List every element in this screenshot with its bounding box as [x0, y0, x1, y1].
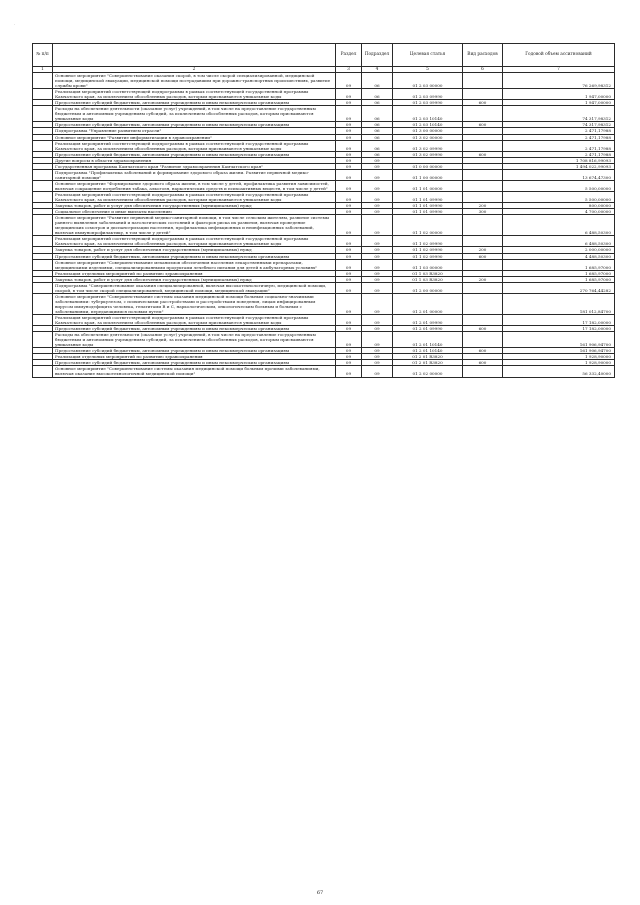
table-row — [33, 73, 615, 89]
row-name: Предоставление субсидий бюджетным, автономным учреждениям и иным некоммерческим организациям — [53, 253, 336, 259]
row-expense-type — [463, 140, 503, 151]
row-name: Реализация отдельных мероприятий по развитию здравоохранения — [53, 354, 336, 360]
row-name: Реализация мероприятий соответствующей подпрограммы в рамках соответствующей государственной программы Камчатского края, за исключением обособленных расходов, которым присваиваются уникальные коды — [53, 315, 336, 326]
row-target-item: 01 2 03 09990 — [393, 89, 463, 100]
row-target-item: 01 3 02 09990 — [393, 151, 463, 157]
row-section: 09 — [336, 270, 362, 276]
row-target-item: 01 1 02 00000 — [393, 215, 463, 236]
table-header — [33, 44, 615, 73]
row-section: 09 — [336, 348, 362, 354]
row-amount: 1 947,00000 — [503, 100, 615, 106]
row-subsection: 09 — [362, 332, 393, 348]
row-amount: 4 700,00000 — [503, 209, 615, 215]
row-target-item: 01 3 00 00000 — [393, 128, 463, 134]
row-target-item: 01 2 03 10140 — [393, 122, 463, 128]
row-number — [33, 191, 53, 202]
row-amount: 2 471,17988 — [503, 151, 615, 157]
row-section: 09 — [336, 332, 362, 348]
budget-table-wrapper — [32, 43, 614, 378]
header-number: № п/п — [33, 44, 53, 67]
row-subsection: 06 — [362, 106, 393, 122]
row-name: Основное мероприятие "Развитие информатизации в здравоохранении" — [53, 134, 336, 140]
row-name: Основное мероприятие "Совершенствование системы оказания медицинской помощи больным социально-значимыми заболеваниями: туберкулезом, с психическими расстройствами и расстройствами поведения, лицам инфицированным вирусом иммунодефицита человека, гепатитами В и С, наркологическим, онкологическим больным и больным с заболеваниями, передающимися половым путем" — [53, 293, 336, 314]
row-target-item: 01 2 01 09990 — [393, 315, 463, 326]
row-section: 09 — [336, 354, 362, 360]
column-number: 1 — [33, 67, 53, 73]
row-section: 09 — [336, 209, 362, 215]
table-row — [33, 180, 615, 191]
row-subsection: 06 — [362, 122, 393, 128]
row-amount: 1 947,00000 — [503, 89, 615, 100]
row-expense-type — [463, 332, 503, 348]
row-number — [33, 282, 53, 293]
row-expense-type — [463, 169, 503, 180]
row-amount: 2 000,00000 — [503, 247, 615, 253]
row-subsection: 06 — [362, 151, 393, 157]
table-row — [33, 282, 615, 293]
row-target-item: 01 1 03 00000 — [393, 259, 463, 270]
row-name: Подпрограмма "Профилактика заболеваний и формирование здорового образа жизни. Развитие первичной медико-санитарной помощи" — [53, 169, 336, 180]
row-target-item: 01 3 02 00000 — [393, 134, 463, 140]
row-section: 09 — [336, 134, 362, 140]
row-amount: 1 685,97000 — [503, 259, 615, 270]
row-amount: 1 928,90000 — [503, 354, 615, 360]
row-amount: 4 488,50300 — [503, 253, 615, 259]
row-name: Основное мероприятие "Развитие первичной медико-санитарной помощи, в том числе сельским жителям, развитие системы раннего выявления заболеваний и патологических состояний и факторов риска их развития, включая проведение медицинских осмотров и диспансеризации населения, профилактика инфекционных и неинфекционных заболеваний, включая иммунопрофилактику, в том числе у детей" — [53, 215, 336, 236]
row-subsection: 06 — [362, 128, 393, 134]
row-expense-type — [463, 89, 503, 100]
row-name: Закупка товаров, работ и услуг для обеспечения государственных (муниципальных) нужд — [53, 276, 336, 282]
header-section: Раздел — [336, 44, 362, 67]
row-subsection: 09 — [362, 236, 393, 247]
row-subsection: 09 — [362, 366, 393, 377]
row-section: 09 — [336, 259, 362, 270]
row-target-item: 01 1 01 09990 — [393, 203, 463, 209]
row-subsection: 09 — [362, 326, 393, 332]
row-number — [33, 366, 53, 377]
row-section: 09 — [336, 203, 362, 209]
row-target-item: 01 1 01 09990 — [393, 191, 463, 202]
row-expense-type: 600 — [463, 100, 503, 106]
row-target-item: 01 1 00 00000 — [393, 169, 463, 180]
row-name: Реализация мероприятий соответствующей подпрограммы в рамках соответствующей государственной программы Камчатского края, за исключением обособленных расходов, которым присваиваются уникальные коды — [53, 89, 336, 100]
row-section: 09 — [336, 360, 362, 366]
row-name: Основное мероприятие "Совершенствование механизмов обеспечения населения лекарственными препаратами, медицинскими изделиями, специализированными продуктами лечебного питания для детей в амбулаторных условиях" — [53, 259, 336, 270]
header-annual-amount: Годовой объем ассигнований — [503, 44, 615, 67]
row-amount: 1 928,90000 — [503, 360, 615, 366]
row-expense-type — [463, 366, 503, 377]
row-amount: 2 471,17988 — [503, 140, 615, 151]
row-expense-type: 200 — [463, 276, 503, 282]
row-target-item: 01 1 03 R3820 — [393, 270, 463, 276]
row-name: Предоставление субсидий бюджетным, автономным учреждениям и иным некоммерческим организациям — [53, 348, 336, 354]
page-number: 67 — [316, 890, 324, 896]
row-expense-type: 600 — [463, 326, 503, 332]
row-expense-type: 600 — [463, 348, 503, 354]
row-target-item: 01 1 01 09990 — [393, 209, 463, 215]
row-number — [33, 106, 53, 122]
column-number: 6 — [463, 67, 503, 73]
column-number: 5 — [393, 67, 463, 73]
row-name: Реализация мероприятий соответствующей подпрограммы в рамках соответствующей государственной программы Камчатского края, за исключением обособленных расходов, которым присваиваются уникальные коды — [53, 236, 336, 247]
row-expense-type — [463, 73, 503, 89]
row-subsection: 09 — [362, 209, 393, 215]
row-subsection: 06 — [362, 73, 393, 89]
row-name: Государственная программа Камчатского края "Развитие здравоохранения Камчатского края" — [53, 163, 336, 169]
header-expense-type: Вид расходов — [463, 44, 503, 67]
header-target-item: Целевая статья — [393, 44, 463, 67]
row-expense-type: 600 — [463, 151, 503, 157]
row-section: 09 — [336, 140, 362, 151]
row-section: 09 — [336, 89, 362, 100]
row-name: Реализация мероприятий соответствующей подпрограммы в рамках соответствующей государственной программы Камчатского края, за исключением обособленных расходов, которым присваиваются уникальные коды — [53, 191, 336, 202]
row-expense-type — [463, 282, 503, 293]
row-number — [33, 180, 53, 191]
row-expense-type — [463, 293, 503, 314]
budget-table — [32, 43, 615, 378]
row-amount: 1 685,97000 — [503, 276, 615, 282]
row-subsection: 09 — [362, 163, 393, 169]
row-name: Другие вопросы в области здравоохранения — [53, 157, 336, 163]
row-number — [33, 259, 53, 270]
row-subsection: 09 — [362, 247, 393, 253]
row-subsection: 06 — [362, 140, 393, 151]
row-section: 09 — [336, 191, 362, 202]
row-name: Реализация мероприятий соответствующей подпрограммы в рамках соответствующей государственной программы Камчатского края, за исключением обособленных расходов, которым присваиваются уникальные коды — [53, 140, 336, 151]
row-subsection: 09 — [362, 157, 393, 163]
row-expense-type: 300 — [463, 209, 503, 215]
row-expense-type — [463, 180, 503, 191]
row-amount: 270 764,44282 — [503, 282, 615, 293]
row-name: Подпрограмма "Совершенствование оказания специализированной, включая высокотехнологичную, медицинской помощи, скорой, в том числе скорой специализированной, медицинской помощи, медицинской эвакуации" — [53, 282, 336, 293]
row-section: 09 — [336, 163, 362, 169]
row-expense-type — [463, 315, 503, 326]
row-expense-type — [463, 215, 503, 236]
row-section: 09 — [336, 247, 362, 253]
row-target-item: 01 0 00 00000 — [393, 163, 463, 169]
row-amount: 5 500,00000 — [503, 191, 615, 202]
table-row — [33, 89, 615, 100]
row-section: 09 — [336, 253, 362, 259]
row-subsection: 09 — [362, 191, 393, 202]
row-name: Подпрограмма "Управление развитием отрасли" — [53, 128, 336, 134]
row-section: 09 — [336, 100, 362, 106]
row-section: 09 — [336, 157, 362, 163]
row-target-item: 01 2 01 R3820 — [393, 354, 463, 360]
row-amount: 1 708 816,99093 — [503, 157, 615, 163]
row-amount: 161 906,94700 — [503, 332, 615, 348]
row-section: 09 — [336, 366, 362, 377]
row-name: Предоставление субсидий бюджетным, автономным учреждениям и иным некоммерческим организациям — [53, 151, 336, 157]
row-expense-type — [463, 106, 503, 122]
row-target-item: 01 1 01 00000 — [393, 180, 463, 191]
row-section: 09 — [336, 128, 362, 134]
table-row — [33, 191, 615, 202]
row-name: Предоставление субсидий бюджетным, автономным учреждениям и иным некоммерческим организациям — [53, 122, 336, 128]
row-subsection: 06 — [362, 100, 393, 106]
row-amount: 2 471,17988 — [503, 134, 615, 140]
row-amount: 76 269,98312 — [503, 73, 615, 89]
row-amount: 17 182,00000 — [503, 315, 615, 326]
column-number: 7 — [503, 67, 615, 73]
row-amount: 1 494 022,99093 — [503, 163, 615, 169]
row-subsection: 09 — [362, 215, 393, 236]
row-target-item: 01 1 02 09990 — [393, 247, 463, 253]
column-number: 2 — [53, 67, 336, 73]
header-subsection: Подраздел — [362, 44, 393, 67]
row-subsection: 09 — [362, 276, 393, 282]
table-row — [33, 169, 615, 180]
row-section: 09 — [336, 180, 362, 191]
table-row — [33, 140, 615, 151]
row-amount: 17 182,00000 — [503, 326, 615, 332]
row-expense-type: 600 — [463, 360, 503, 366]
row-section: 09 — [336, 151, 362, 157]
table-body — [33, 73, 615, 378]
row-subsection: 09 — [362, 315, 393, 326]
row-amount: 13 674,47300 — [503, 169, 615, 180]
row-target-item: 01 2 01 R3820 — [393, 360, 463, 366]
row-expense-type: 200 — [463, 247, 503, 253]
row-subsection: 06 — [362, 89, 393, 100]
row-subsection: 09 — [362, 270, 393, 276]
row-subsection: 09 — [362, 253, 393, 259]
row-name: Расходы на обеспечение деятельности (оказание услуг) учреждений, в том числе на предоставление государственным бюджетным и автономным учреждениям субсидий, за исключением обособленных расходов, которым присваиваются уникальные коды — [53, 106, 336, 122]
row-amount: 74 317,98312 — [503, 122, 615, 128]
row-amount: 181 012,84700 — [503, 293, 615, 314]
row-number — [33, 332, 53, 348]
row-subsection: 06 — [362, 134, 393, 140]
row-amount: 1 685,97000 — [503, 270, 615, 276]
row-expense-type: 600 — [463, 253, 503, 259]
row-number — [33, 89, 53, 100]
table-row — [33, 236, 615, 247]
row-target-item: 01 3 02 09990 — [393, 140, 463, 151]
row-subsection: 09 — [362, 180, 393, 191]
row-name: Предоставление субсидий бюджетным, автономным учреждениям и иным некоммерческим организациям — [53, 360, 336, 366]
table-row — [33, 332, 615, 348]
row-section: 09 — [336, 73, 362, 89]
row-section: 09 — [336, 326, 362, 332]
row-amount: 6 488,50300 — [503, 215, 615, 236]
row-number — [33, 215, 53, 236]
column-number: 3 — [336, 67, 362, 73]
row-amount: 6 488,50300 — [503, 236, 615, 247]
row-target-item: 01 2 00 00000 — [393, 282, 463, 293]
row-name: Расходы на обеспечение деятельности (оказание услуг) учреждений, в том числе на предоставление государственным бюджетным и автономным учреждениям субсидий, за исключением обособленных расходов, которым присваиваются уникальные коды — [53, 332, 336, 348]
row-name: Основное мероприятие "Совершенствование оказания скорой, в том числе скорой специализированной, медицинской помощи, медицинской эвакуации, медицинской помощи пострадавшим при дорожно-транспортных происшествиях, развитие службы крови" — [53, 73, 336, 89]
row-section: 09 — [336, 106, 362, 122]
row-expense-type: 600 — [463, 122, 503, 128]
row-target-item: 01 1 02 09990 — [393, 236, 463, 247]
row-name: Предоставление субсидий бюджетным, автономным учреждениям и иным некоммерческим организациям — [53, 100, 336, 106]
row-number — [33, 315, 53, 326]
row-number — [33, 293, 53, 314]
row-name: Реализация отдельных мероприятий по развитию здравоохранения — [53, 270, 336, 276]
row-subsection: 09 — [362, 169, 393, 180]
row-number — [33, 236, 53, 247]
row-name: Социальное обеспечение и иные выплаты населению — [53, 209, 336, 215]
row-target-item: 01 2 01 00000 — [393, 293, 463, 314]
row-name: Закупка товаров, работ и услуг для обеспечения государственных (муниципальных) нужд — [53, 247, 336, 253]
row-name: Предоставление субсидий бюджетным, автономным учреждениям и иным некоммерческим организациям — [53, 326, 336, 332]
header-name — [53, 44, 336, 67]
column-number: 4 — [362, 67, 393, 73]
row-amount: 74 317,98312 — [503, 106, 615, 122]
row-subsection: 09 — [362, 348, 393, 354]
row-subsection: 09 — [362, 360, 393, 366]
row-target-item: 01 2 01 10140 — [393, 332, 463, 348]
row-section: 09 — [336, 122, 362, 128]
row-expense-type: 200 — [463, 203, 503, 209]
table-row — [33, 259, 615, 270]
row-target-item: 01 2 01 10140 — [393, 348, 463, 354]
row-subsection: 09 — [362, 293, 393, 314]
table-row — [33, 215, 615, 236]
row-amount: 800,00000 — [503, 203, 615, 209]
row-subsection: 09 — [362, 354, 393, 360]
row-target-item: 01 2 03 00000 — [393, 73, 463, 89]
row-number — [33, 140, 53, 151]
row-target-item: 01 2 03 10140 — [393, 106, 463, 122]
row-section: 09 — [336, 236, 362, 247]
row-target-item: 01 2 02 00000 — [393, 366, 463, 377]
row-number — [33, 169, 53, 180]
table-row — [33, 366, 615, 377]
row-section: 09 — [336, 169, 362, 180]
row-expense-type — [463, 191, 503, 202]
row-target-item: 01 2 03 09990 — [393, 100, 463, 106]
row-section: 09 — [336, 282, 362, 293]
scan-mark: · — [14, 22, 16, 27]
row-number — [33, 73, 53, 89]
row-amount: 161 906,94700 — [503, 348, 615, 354]
row-amount: 2 471,17988 — [503, 128, 615, 134]
row-name: Закупка товаров, работ и услуг для обеспечения государственных (муниципальных) нужд — [53, 203, 336, 209]
row-target-item: 01 1 02 09990 — [393, 253, 463, 259]
row-name: Основное мероприятие "Формирование здорового образа жизни, в том числе у детей, профилактика развития зависимостей, включая сокращение потребления табака, алкоголя, наркотических средств и психоактивных веществ, в том числе у детей" — [53, 180, 336, 191]
table-row — [33, 315, 615, 326]
row-section: 09 — [336, 293, 362, 314]
row-section: 09 — [336, 315, 362, 326]
row-section: 09 — [336, 276, 362, 282]
table-row — [33, 293, 615, 314]
row-target-item: 01 2 01 09990 — [393, 326, 463, 332]
row-subsection: 09 — [362, 259, 393, 270]
table-row — [33, 106, 615, 122]
row-amount: 56 332,40000 — [503, 366, 615, 377]
row-subsection: 09 — [362, 282, 393, 293]
row-section: 09 — [336, 215, 362, 236]
row-subsection: 09 — [362, 203, 393, 209]
row-name: Основное мероприятие "Совершенствование системы оказания медицинской помощи больным прочими заболеваниями, включая оказание высокотехнологичной медицинской помощи" — [53, 366, 336, 377]
row-amount: 5 500,00000 — [503, 180, 615, 191]
row-expense-type — [463, 236, 503, 247]
row-target-item: 01 1 03 R3820 — [393, 276, 463, 282]
row-expense-type — [463, 259, 503, 270]
